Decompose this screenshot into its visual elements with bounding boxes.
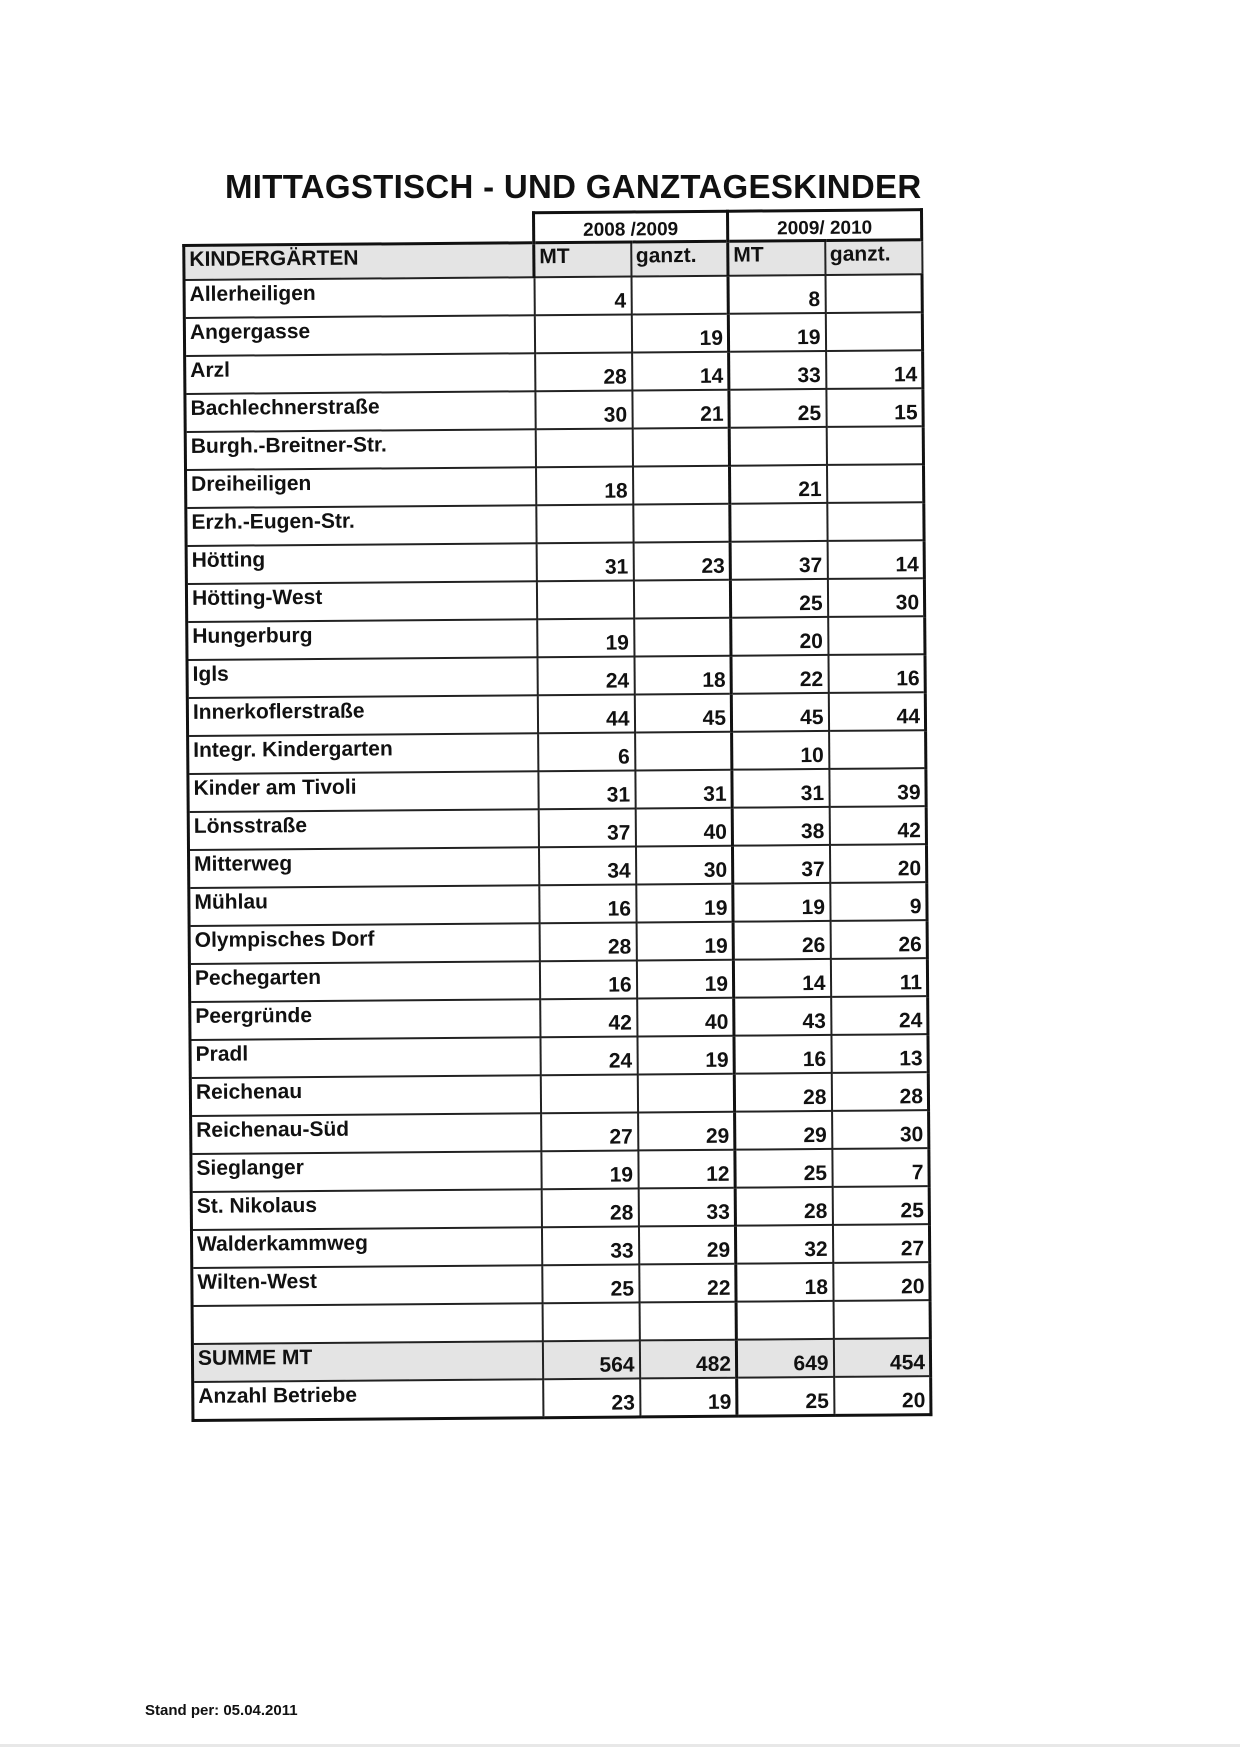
table-row	[188, 768, 926, 812]
value-cell-mt1: 564	[542, 1340, 639, 1379]
kindergarten-name: Mitterweg	[188, 847, 538, 888]
value-cell-g2: 39	[829, 768, 926, 807]
value-cell-g2: 16	[828, 654, 925, 693]
table-row	[190, 1072, 928, 1116]
value-cell-mt2: 8	[728, 275, 825, 314]
kindergarten-name: Hötting	[186, 543, 536, 584]
table-row	[187, 616, 925, 660]
value-cell-mt2: 33	[729, 351, 826, 390]
kindergarten-name: Igls	[187, 657, 537, 698]
kindergaerten-header: KINDERGÄRTEN	[184, 243, 534, 280]
value-cell-g2: 14	[826, 350, 923, 389]
value-cell-mt1: 44	[537, 694, 634, 733]
kindergarten-name: Arzl	[185, 353, 535, 394]
table-row	[189, 882, 927, 926]
kindergarten-name: Dreiheiligen	[186, 467, 536, 508]
table-row	[186, 502, 924, 546]
value-cell-mt2: 37	[730, 541, 827, 580]
value-cell-g2: 30	[832, 1110, 929, 1149]
value-cell-mt1: 18	[535, 466, 632, 505]
kindergarten-table	[182, 208, 932, 1422]
value-cell-mt1: 31	[538, 770, 635, 809]
kindergarten-name: Burgh.-Breitner-Str.	[185, 429, 535, 470]
value-cell-g2	[826, 464, 923, 503]
value-cell-mt1: 30	[535, 390, 632, 429]
value-cell-mt2: 25	[730, 579, 827, 618]
status-date: Stand per: 05.04.2011	[145, 1702, 298, 1719]
value-cell-mt2: 22	[731, 655, 828, 694]
value-cell-mt1: 34	[538, 846, 635, 885]
value-cell-g1	[635, 732, 732, 771]
kindergarten-name: Hötting-West	[186, 581, 536, 622]
value-cell-g2: 20	[833, 1262, 930, 1301]
value-cell-mt1: 16	[539, 884, 636, 923]
value-cell-g2: 24	[831, 996, 928, 1035]
kindergarten-name: Mühlau	[189, 885, 539, 926]
table-row	[185, 426, 923, 470]
table-row	[190, 1034, 928, 1078]
table-row	[186, 578, 924, 622]
value-cell-mt1	[540, 1074, 637, 1113]
value-cell-g1: 19	[637, 1036, 734, 1075]
table-row	[190, 996, 928, 1040]
value-cell-g2	[825, 312, 922, 351]
value-cell-g2: 44	[828, 692, 925, 731]
value-cell-mt2: 25	[729, 389, 826, 428]
value-cell-g1: 40	[637, 998, 734, 1037]
value-cell-mt1: 24	[537, 656, 634, 695]
value-cell-mt1: 4	[534, 276, 631, 315]
kindergarten-name: Walderkammweg	[191, 1227, 541, 1268]
kindergarten-name: SUMME MT	[192, 1341, 542, 1382]
value-cell-g1: 31	[635, 770, 732, 809]
scan-edge	[0, 1744, 1240, 1747]
value-cell-g1: 23	[633, 542, 730, 581]
value-cell-mt2: 18	[736, 1263, 833, 1302]
kindergarten-name: Olympisches Dorf	[189, 923, 539, 964]
value-cell-g1	[633, 504, 730, 543]
value-cell-g1: 22	[639, 1264, 736, 1303]
value-cell-g1: 21	[632, 390, 729, 429]
value-cell-mt1: 6	[538, 732, 635, 771]
kindergarten-name: Erzh.-Eugen-Str.	[186, 505, 536, 546]
value-cell-mt1: 25	[542, 1264, 639, 1303]
empty-cell	[192, 1303, 542, 1344]
value-cell-g2: 13	[831, 1034, 928, 1073]
value-cell-mt2: 31	[732, 769, 829, 808]
value-cell-mt1: 28	[535, 352, 632, 391]
value-cell-mt1: 31	[536, 542, 633, 581]
value-cell-g1: 33	[638, 1188, 735, 1227]
year-2009-2010-header: 2009/ 2010	[727, 210, 921, 242]
table-row	[186, 464, 924, 508]
value-cell-mt2: 25	[737, 1377, 834, 1416]
kindergarten-name: Peergründe	[190, 999, 540, 1040]
value-cell-g1: 29	[638, 1226, 735, 1265]
table-row	[191, 1224, 929, 1268]
value-cell-g2: 11	[830, 958, 927, 997]
value-cell-g2	[829, 730, 926, 769]
value-cell-g2: 26	[830, 920, 927, 959]
value-cell-g2: 9	[830, 882, 927, 921]
value-cell-g1: 29	[638, 1112, 735, 1151]
table-row	[192, 1262, 930, 1306]
table-row	[184, 274, 922, 318]
value-cell-mt2: 19	[728, 313, 825, 352]
kindergarten-name: Reichenau	[190, 1075, 540, 1116]
value-cell-mt1: 28	[541, 1188, 638, 1227]
value-cell-g2: 28	[831, 1072, 928, 1111]
value-cell-g1: 482	[639, 1340, 736, 1379]
value-cell-g2	[826, 426, 923, 465]
value-cell-g1: 45	[634, 694, 731, 733]
table-row	[191, 1186, 929, 1230]
kindergarten-name: Allerheiligen	[184, 277, 534, 318]
table-row	[188, 806, 926, 850]
empty-cell	[542, 1302, 639, 1341]
table-row	[189, 920, 927, 964]
kindergarten-name: Integr. Kindergarten	[188, 733, 538, 774]
value-cell-g2: 25	[832, 1186, 929, 1225]
value-cell-mt2: 29	[735, 1111, 832, 1150]
value-cell-mt2: 25	[735, 1149, 832, 1188]
kindergarten-name: Angergasse	[184, 315, 534, 356]
value-cell-mt2: 38	[732, 807, 829, 846]
mt-header-2009: MT	[728, 240, 825, 275]
value-cell-mt1: 28	[539, 922, 636, 961]
kindergarten-name: Wilten-West	[192, 1265, 542, 1306]
value-cell-mt1	[536, 504, 633, 543]
kindergarten-name: Hungerburg	[187, 619, 537, 660]
empty-cell	[639, 1302, 736, 1341]
value-cell-mt2: 37	[732, 845, 829, 884]
empty-cell	[833, 1300, 930, 1339]
value-cell-g2	[828, 616, 925, 655]
kindergarten-name: Lönsstraße	[188, 809, 538, 850]
value-cell-g1	[632, 428, 729, 467]
value-cell-mt1: 37	[538, 808, 635, 847]
table-row	[184, 312, 922, 356]
value-cell-mt1: 33	[541, 1226, 638, 1265]
value-cell-mt1	[535, 428, 632, 467]
value-cell-g1	[631, 276, 728, 315]
value-cell-g1: 18	[634, 656, 731, 695]
value-cell-g1: 19	[636, 884, 733, 923]
value-cell-g1: 12	[638, 1150, 735, 1189]
value-cell-mt2: 32	[735, 1225, 832, 1264]
value-cell-mt1: 19	[541, 1150, 638, 1189]
summary-row-count	[193, 1376, 931, 1420]
table-row	[191, 1148, 929, 1192]
table-row	[185, 388, 923, 432]
table-row	[188, 844, 926, 888]
table-row	[187, 654, 925, 698]
table-row	[186, 540, 924, 584]
value-cell-g1: 19	[640, 1378, 737, 1417]
value-cell-mt2: 19	[733, 883, 830, 922]
value-cell-mt2: 43	[734, 997, 831, 1036]
value-cell-mt2	[730, 503, 827, 542]
table-row	[187, 692, 925, 736]
value-cell-mt1	[536, 580, 633, 619]
value-cell-mt2: 28	[735, 1187, 832, 1226]
kindergarten-name: St. Nikolaus	[191, 1189, 541, 1230]
mt-header-2008: MT	[534, 242, 631, 277]
kindergarten-name: Innerkoflerstraße	[187, 695, 537, 736]
value-cell-g2: 20	[834, 1376, 931, 1415]
value-cell-mt1: 27	[541, 1112, 638, 1151]
table-row	[185, 350, 923, 394]
kindergarten-name: Bachlechnerstraße	[185, 391, 535, 432]
value-cell-mt1: 42	[540, 998, 637, 1037]
value-cell-g1: 40	[635, 808, 732, 847]
value-cell-g1	[633, 580, 730, 619]
value-cell-g1: 14	[632, 352, 729, 391]
value-cell-mt2: 26	[733, 921, 830, 960]
value-cell-mt2: 14	[733, 959, 830, 998]
value-cell-g1	[637, 1074, 734, 1113]
value-cell-mt1: 19	[537, 618, 634, 657]
table-row	[191, 1110, 929, 1154]
value-cell-g1	[634, 618, 731, 657]
summary-row-total	[192, 1338, 930, 1382]
kindergarten-name: Reichenau-Süd	[191, 1113, 541, 1154]
value-cell-g2: 30	[827, 578, 924, 617]
value-cell-g1: 19	[636, 922, 733, 961]
value-cell-g2: 42	[829, 806, 926, 845]
value-cell-g2: 20	[829, 844, 926, 883]
value-cell-mt2: 20	[731, 617, 828, 656]
kindergarten-name: Anzahl Betriebe	[193, 1379, 543, 1420]
column-header-row	[184, 240, 922, 280]
value-cell-g2: 14	[827, 540, 924, 579]
value-cell-mt2: 649	[736, 1339, 833, 1378]
ganzt-header-2009: ganzt.	[825, 240, 922, 275]
value-cell-mt1: 24	[540, 1036, 637, 1075]
value-cell-mt2: 21	[729, 465, 826, 504]
value-cell-g1: 30	[635, 846, 732, 885]
table-row	[188, 730, 926, 774]
value-cell-mt2: 10	[732, 731, 829, 770]
value-cell-g2: 454	[833, 1338, 930, 1377]
value-cell-mt2: 45	[731, 693, 828, 732]
value-cell-g1: 19	[631, 314, 728, 353]
value-cell-mt1: 16	[539, 960, 636, 999]
value-cell-g1	[632, 466, 729, 505]
kindergarten-name: Sieglanger	[191, 1151, 541, 1192]
spacer-row	[192, 1300, 930, 1344]
table-row	[189, 958, 927, 1002]
ganzt-header-2008: ganzt.	[631, 241, 728, 276]
value-cell-g2: 27	[832, 1224, 929, 1263]
kindergarten-name: Kinder am Tivoli	[188, 771, 538, 812]
value-cell-mt2: 28	[734, 1073, 831, 1112]
value-cell-g1: 19	[636, 960, 733, 999]
value-cell-mt1	[534, 314, 631, 353]
year-2008-2009-header: 2008 /2009	[534, 211, 728, 243]
value-cell-g2: 7	[832, 1148, 929, 1187]
kindergarten-name: Pradl	[190, 1037, 540, 1078]
value-cell-mt1: 23	[543, 1378, 640, 1417]
kindergarten-name: Pechegarten	[189, 961, 539, 1002]
value-cell-g2	[827, 502, 924, 541]
value-cell-mt2	[729, 427, 826, 466]
value-cell-g2	[825, 274, 922, 313]
value-cell-mt2: 16	[734, 1035, 831, 1074]
document-title: MITTAGSTISCH - UND GANZTAGESKINDER	[225, 168, 922, 205]
value-cell-g2: 15	[826, 388, 923, 427]
empty-cell	[736, 1301, 833, 1340]
